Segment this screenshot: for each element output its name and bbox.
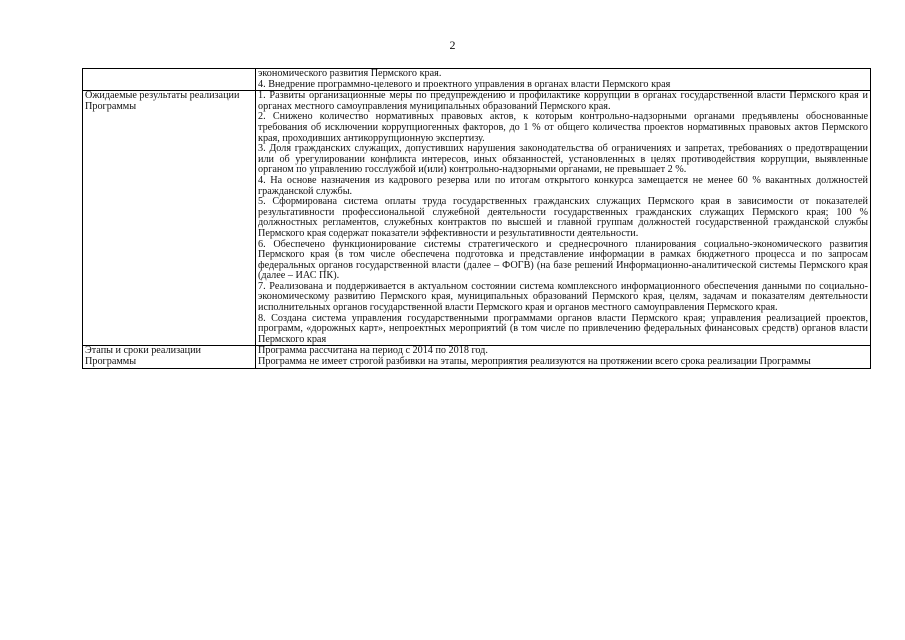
paragraph: экономического развития Пермского края. [258,68,442,79]
paragraph: Программа рассчитана на период с 2014 по 2018 год. [258,345,488,357]
paragraph: 5. Сформирована система оплаты труда государственных гражданских служащих Пермского края в зависимости от показателей результативности профессиональной служебной деятельности государственных гражданских служащих Пермского края; 100 % должностных регламентов, служебных контрактов по высшей и главной группам должностей государственной гражданской службы Пермского края содержат показатели эффективности и результативности деятельности. [258,196,868,239]
row-content [256,346,871,368]
paragraph: 4. Внедрение программно-целевого и проектного управления в органах власти Пермского края [258,78,671,90]
program-passport-table [82,68,871,369]
paragraph: 4. На основе назначения из кадрового резерва или по итогам открытого конкурса замещается не менее 60 % вакантных должностей гражданской службы. [258,174,868,197]
page-number: 2 [449,38,456,52]
table-row [83,346,871,368]
row-label: Ожидаемые результаты реализации Программы [83,91,256,346]
row-content [256,69,871,91]
paragraph: 2. Снижено количество нормативных правовых актов, к которым контрольно-надзорными органами предъявлены обоснованные требования об исключении коррупциогенных факторов, до 1 % от общего количества проектов нормативных правовых актов Пермского края, проходивших антикоррупционную экспертизу. [258,111,868,144]
table-row [83,91,871,346]
row-label [83,69,256,91]
row-label: Этапы и сроки реализации Программы [83,346,256,368]
row-content [256,91,871,346]
paragraph: Программа не имеет строгой разбивки на этапы, мероприятия реализуются на протяжении всего срока реализации Программы [258,356,811,368]
paragraph: 1. Развиты организационные меры по предупреждению и профилактике коррупции в органах государственной власти Пермского края и органах местного самоуправления муниципальных образований Пермского края. [258,90,868,112]
table-row [83,69,871,91]
paragraph: 3. Доля гражданских служащих, допустивших нарушения законодательства об ограничениях и запретах, требованиях о предотвращении или об урегулировании конфликта интересов, иных обязанностей, установленных в целях противодействия коррупции, выявленные органом по управлению госслужбой и(или) контрольно-надзорными органами, не превышает 2 %. [258,143,868,176]
paragraph: 6. Обеспечено функционирование системы стратегического и среднесрочного планирования социально-экономического развития Пермского края (в том числе обеспечена подготовка и представление информации в рамках бюджетного процесса и по запросам федеральных органов государственной власти (далее – ФОГВ) (на базе решений Информационно-аналитической системы Пермского края (далее – ИАС ПК). [258,238,868,282]
paragraph: 8. Создана система управления государственными программами органов власти Пермского края; управления реализацией проектов, программ, «дорожных карт», непроектных мероприятий (в том числе по привлечению федеральных финансовых средств) органов власти Пермского края [258,312,868,345]
paragraph: 7. Реализована и поддерживается в актуальном состоянии система комплексного информационного обеспечения данными по социально-экономическому развитию Пермского края, муниципальных образований Пермского края, целям, задачам и показателям деятельности исполнительных органов государственной власти Пермского края и органов местного самоуправления Пермского края. [258,280,868,314]
